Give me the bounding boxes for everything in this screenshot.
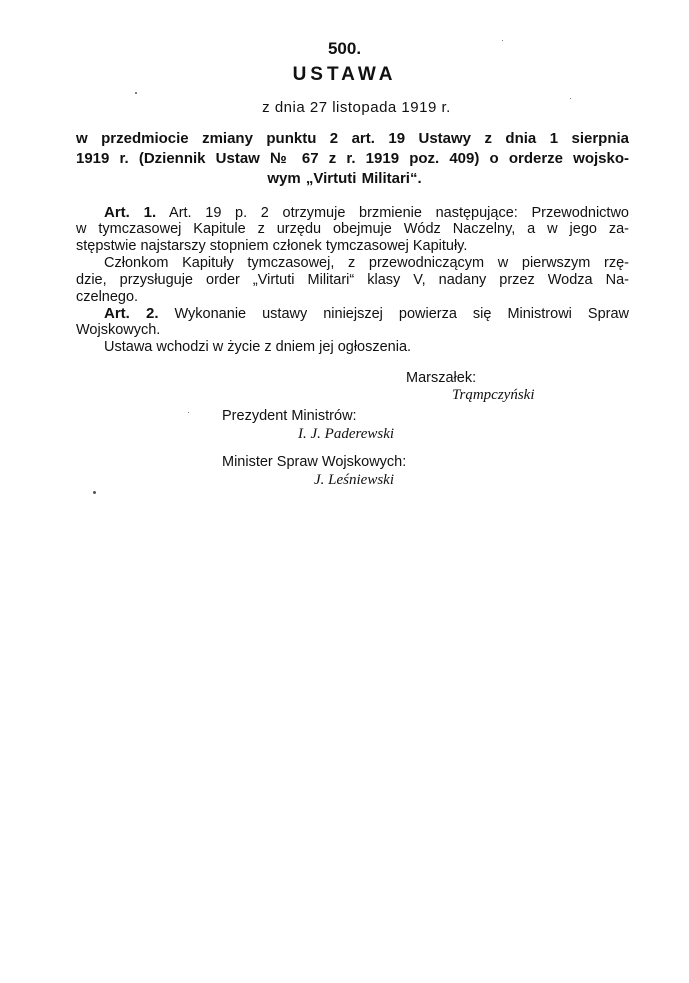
signature-name-marshal: Trąmpczyński (452, 387, 535, 403)
article-2-text-line-2: Wojskowych. (76, 322, 161, 338)
article-2-label: Art. 2. (104, 305, 159, 322)
scan-speck (135, 92, 137, 94)
article-1-first-line (104, 204, 629, 222)
document-date: z dnia 27 listopada 1919 r. (262, 99, 451, 116)
subject-line-3: wym „Virtuti Militari“. (267, 170, 422, 187)
signature-name-minister-of-military-affairs: J. Leśniewski (314, 472, 394, 488)
article-1-text-line-2: w tymczasowej Kapitule z urzędu obejmuje Wódz Naczelny, a w jego za- (76, 221, 629, 237)
article-1-paragraph-2-line-2: dzie, przysługuje order „Virtuti Militari“ klasy V, nadany przez Wodza Na- (76, 272, 629, 288)
scan-speck (93, 491, 96, 494)
article-2-first-line (104, 305, 629, 323)
signature-role-prime-minister: Prezydent Ministrów: (222, 408, 357, 424)
article-1-paragraph-2-line-1: Członkom Kapituły tymczasowej, z przewodniczącym w pierwszym rzę- (104, 255, 629, 271)
act-number: 500. (327, 39, 362, 58)
article-1-text-line-1: Art. 19 p. 2 otrzymuje brzmienie następujące: Przewodnictwo (169, 205, 629, 221)
subject-line-1: w przedmiocie zmiany punktu 2 art. 19 Ustawy z dnia 1 sierpnia (76, 130, 629, 147)
signature-role-marshal: Marszałek: (406, 370, 477, 386)
article-1-paragraph-2-line-3: czelnego. (76, 289, 139, 305)
scan-speck (502, 40, 503, 41)
article-2-text-line-1: Wykonanie ustawy niniejszej powierza się Ministrowi Spraw (174, 306, 629, 322)
document-title: USTAWA (292, 64, 397, 85)
subject-line-2: 1919 r. (Dziennik Ustaw № 67 z r. 1919 poz. 409) o orderze wojsko- (76, 150, 629, 167)
scan-speck (570, 98, 571, 99)
article-1-label: Art. 1. (104, 204, 157, 221)
scan-speck (188, 412, 189, 413)
signature-name-prime-minister: I. J. Paderewski (298, 426, 395, 442)
article-1-text-line-3: stępstwie najstarszy stopniem członek tymczasowej Kapituły. (76, 238, 468, 254)
article-2-closing: Ustawa wchodzi w życie z dniem jej ogłoszenia. (104, 339, 412, 355)
signature-role-minister-of-military-affairs: Minister Spraw Wojskowych: (222, 454, 407, 470)
